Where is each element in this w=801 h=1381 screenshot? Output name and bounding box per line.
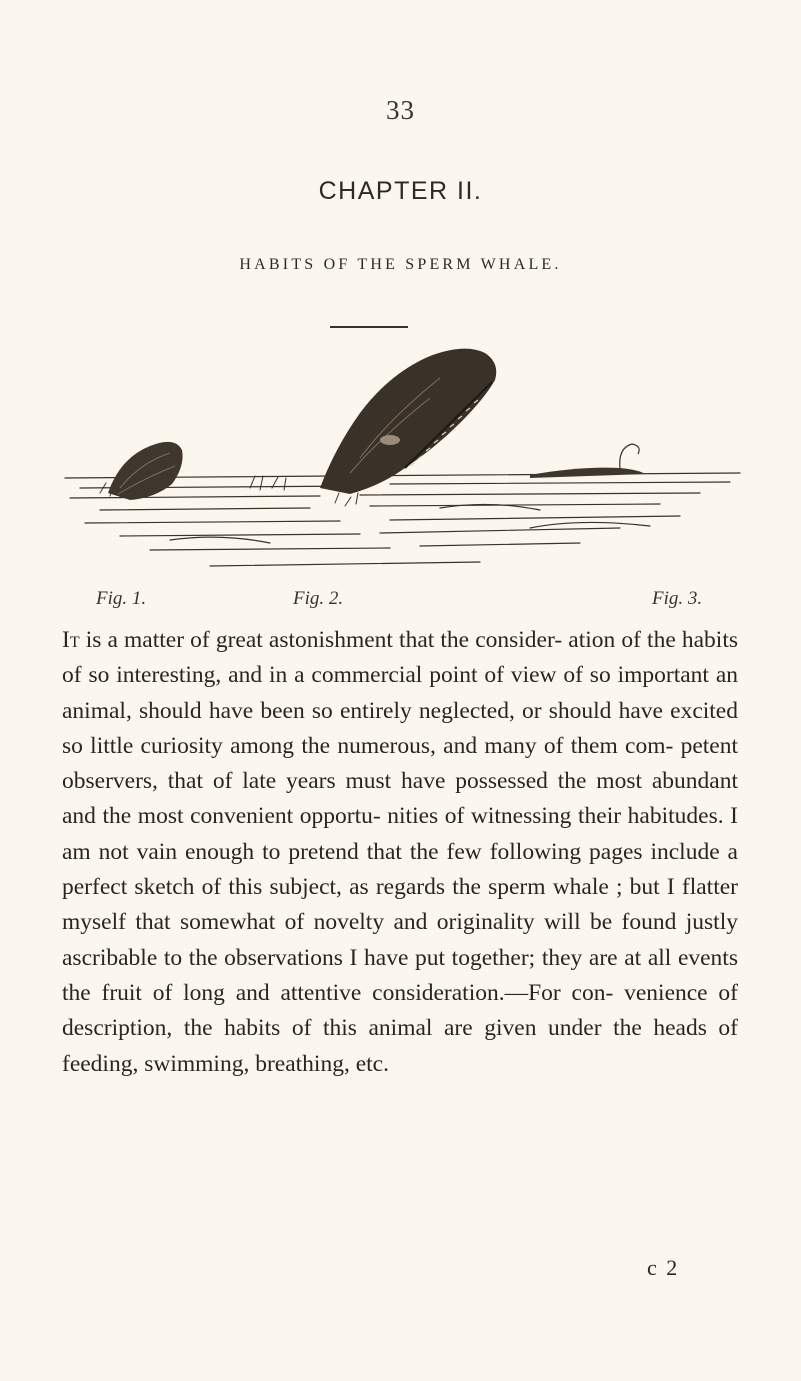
- whale-fig-2: [320, 349, 496, 494]
- whale-fig-3: [530, 444, 645, 478]
- whale-fig-1: [108, 442, 183, 500]
- page-number: 33: [386, 95, 415, 125]
- chapter-subtitle: HABITS OF THE SPERM WHALE.: [239, 256, 562, 273]
- fig-2-label: Fig. 2.: [293, 588, 344, 609]
- chapter-title: CHAPTER II.: [318, 177, 483, 205]
- title-rule: [330, 326, 408, 328]
- fig-3-label: Fig. 3.: [652, 588, 703, 609]
- lead-word: It: [62, 627, 80, 653]
- body-text: is a matter of great astonishment that the consider- ation of the habits of so interesting, and in a commercial point of view of so important an animal, should have been so entirely neglected, or should have excited so little curiosity among the numerous, and many of them com- petent observers, that of late years must have possessed the most abundant and the most convenient opportu- nities of witnessing their habitudes. I am not vain enough to pretend that the few following pages include a perfect sketch of this subject, as regards the sperm whale ; but I flatter myself that somewhat of novelty and originality will be found justly ascribable to the observations I have put together; they are at all events the fruit of long and attentive consideration.—For con- venience of description, the habits of this animal are given under the heads of feeding, swimming, breathing, etc.: [62, 627, 738, 1077]
- signature-mark: c 2: [647, 1255, 680, 1280]
- whale-engraving: [60, 338, 750, 588]
- body-paragraph: [62, 623, 738, 1082]
- fig-1-label: Fig. 1.: [96, 588, 147, 609]
